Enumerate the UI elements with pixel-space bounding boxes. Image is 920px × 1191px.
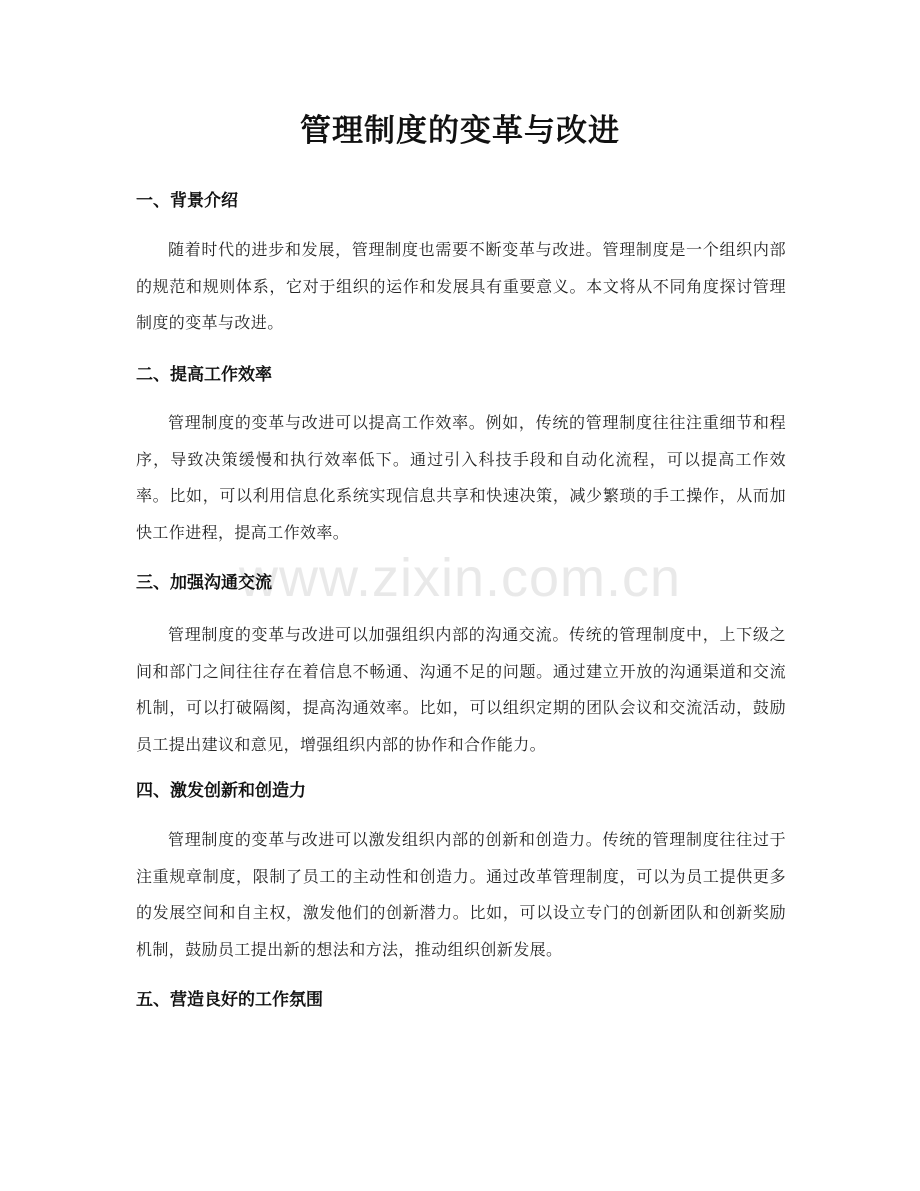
section-heading-communication: 三、加强沟通交流 [136,573,272,593]
section-paragraph-background: 随着时代的进步和发展，管理制度也需要不断变革与改进。管理制度是一个组织内部的规范和规则体系，它对于组织的运作和发展具有重要意义。本文将从不同角度探讨管理制度的变革与改进。 [136,240,786,332]
section-heading-efficiency: 二、提高工作效率 [136,365,272,385]
section-heading-innovation: 四、激发创新和创造力 [136,781,306,801]
document-title: 管理制度的变革与改进 [300,113,620,149]
section-heading-background: 一、背景介绍 [136,191,238,211]
watermark: www.zixin.com.cn [238,548,682,608]
section-paragraph-innovation: 管理制度的变革与改进可以激发组织内部的创新和创造力。传统的管理制度往往过于注重规章制度，限制了员工的主动性和创造力。通过改革管理制度，可以为员工提供更多的发展空间和自主权，激发他们的创新潜力。比如，可以设立专门的创新团队和创新奖励机制，鼓励员工提出新的想法和方法，推动组织创新发展。 [136,830,786,959]
section-paragraph-efficiency: 管理制度的变革与改进可以提高工作效率。例如，传统的管理制度往往注重细节和程序，导致决策缓慢和执行效率低下。通过引入科技手段和自动化流程，可以提高工作效率。比如，可以利用信息化系统实现信息共享和快速决策，减少繁琐的手工操作，从而加快工作进程，提高工作效率。 [136,413,786,542]
section-paragraph-communication: 管理制度的变革与改进可以加强组织内部的沟通交流。传统的管理制度中，上下级之间和部门之间往往存在着信息不畅通、沟通不足的问题。通过建立开放的沟通渠道和交流机制，可以打破隔阂，提高沟通效率。比如，可以组织定期的团队会议和交流活动，鼓励员工提出建议和意见，增强组织内部的协作和合作能力。 [136,625,786,754]
section-heading-atmosphere: 五、营造良好的工作氛围 [136,990,323,1010]
